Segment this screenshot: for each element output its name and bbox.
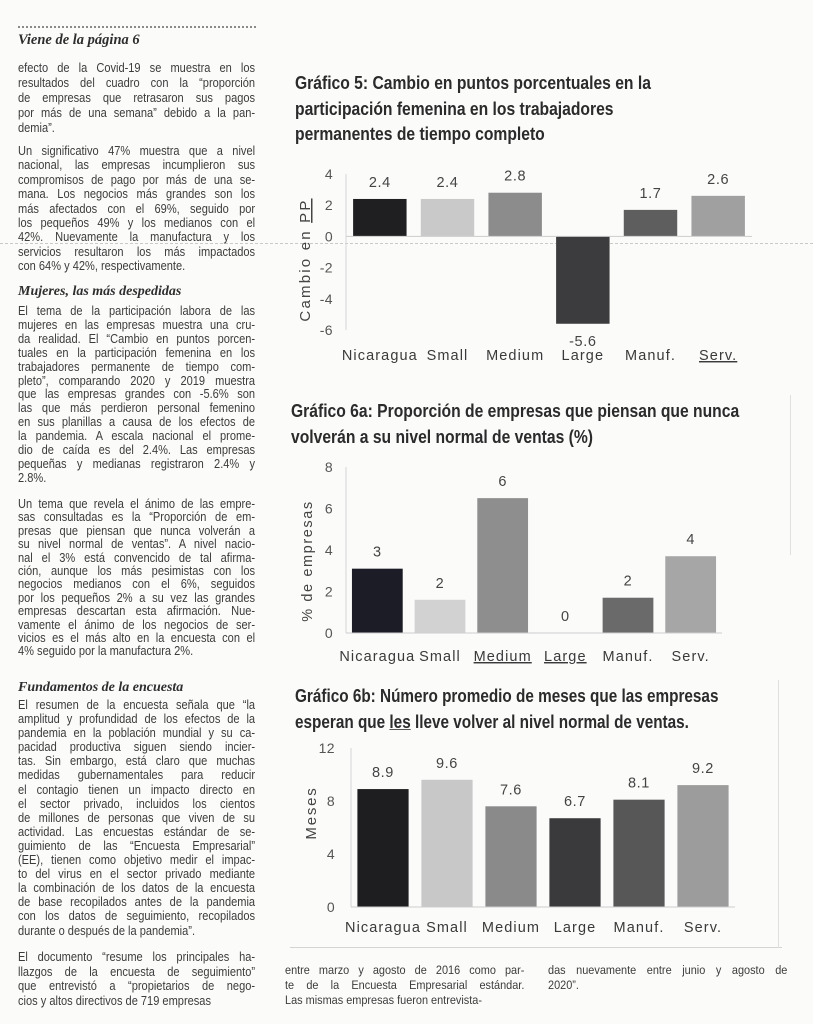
- chart-6a-bar-chart: [290, 455, 770, 670]
- text-line: El documento “resume los principales ha-: [18, 950, 256, 964]
- text-line: su nivel normal de ventas”. A nivel nacio-: [18, 537, 256, 552]
- text-line: negocios medianos con el 6%, seguidos: [18, 577, 256, 592]
- text-line: el contagio tienen un impacto directo en: [18, 782, 256, 797]
- category-label: Large: [544, 649, 587, 665]
- category-label: Small: [426, 348, 469, 364]
- text-line: da realidad. El “Cambio en puntos porcen-: [18, 331, 256, 346]
- text-line: trabajadores permanente de tiempo com-: [18, 359, 256, 374]
- data-label: 9.6: [436, 755, 458, 772]
- text-line: en sus planillas a causa de los efectos de: [18, 415, 256, 430]
- text-line: tuales en la participación femenina en los: [18, 345, 256, 360]
- section-heading: Fundamentos de la encuesta: [18, 680, 184, 695]
- text-line: de millones de personas que viven de su: [18, 810, 256, 825]
- data-label: 0: [560, 609, 570, 625]
- y-tick-label: 0: [326, 899, 335, 915]
- y-tick-label: 8: [324, 459, 333, 475]
- text-line: la pandemia. A escala nacional el prome-: [18, 429, 256, 444]
- category-label: Manuf.: [625, 348, 676, 364]
- data-label: 9.2: [692, 761, 714, 778]
- text-line: demia”.: [18, 121, 55, 135]
- text-line: efecto de la Covid-19 se muestra en los: [18, 61, 256, 75]
- text-line: con los datos de seguimiento, recopilados: [18, 909, 256, 924]
- text-line: te de la Encuesta Empresarial estándar.: [285, 978, 525, 992]
- text-line: compromisos de pago por más de una se-: [18, 172, 256, 187]
- category-label: Nicaragua: [341, 348, 418, 364]
- title-line: volverán a su nivel normal de ventas (%): [291, 426, 593, 447]
- data-label: 8.1: [628, 775, 650, 792]
- text-line: Las mismas empresas fueron entrevista-: [285, 993, 482, 1007]
- chart-bottom-rule: [290, 947, 782, 948]
- category-label: Serv.: [671, 649, 710, 665]
- text-line: ción, aunque los más pesimistas con los: [18, 564, 256, 579]
- text-line: pandemia en la población mundial y su ca-: [18, 726, 256, 741]
- text-line: nacional, las empresas incumplieron sus: [18, 158, 256, 173]
- bar: [421, 199, 474, 236]
- bar: [485, 806, 536, 907]
- bar: [677, 785, 728, 907]
- bar: [477, 498, 528, 633]
- y-tick-label: 2: [324, 197, 333, 214]
- text-line: dio de caída es del 2.4%. Las empresas: [18, 443, 256, 458]
- bar: [691, 196, 744, 237]
- text-line: 42%. Nuevamente la manufactura y los: [18, 230, 256, 245]
- text-line: por los pequeños 2% a su vez las grandes: [18, 590, 256, 605]
- bar: [665, 556, 716, 633]
- category-label: Small: [426, 920, 468, 936]
- chart-6b-bar-chart: [290, 735, 770, 940]
- y-tick-label: 0: [324, 228, 333, 245]
- text-line: las que más perdieron personal femenino: [18, 401, 256, 416]
- text-line: la combinación de los datos de la encuesta: [18, 881, 256, 896]
- bar: [352, 569, 403, 633]
- bar: [415, 600, 466, 633]
- dotted-divider: [18, 26, 256, 28]
- text-line: de empresas que retrasaron sus pagos: [18, 91, 256, 105]
- bar: [624, 210, 677, 237]
- category-label: Large: [553, 920, 597, 936]
- y-tick-label: -4: [319, 290, 333, 307]
- text-line: llazgos de la encuesta de seguimiento”: [18, 964, 256, 979]
- y-axis-label: % de empresas: [300, 500, 316, 622]
- bar: [488, 193, 541, 237]
- paragraph: [18, 61, 255, 136]
- section-heading: Mujeres, las más despedidas: [18, 284, 182, 299]
- text-line: nal el 3% está convencido de tal afirma-: [18, 550, 256, 565]
- title-line: participación femenina en los trabajadores: [295, 98, 614, 119]
- text-line: servicios resultaron los más impactados: [18, 244, 256, 259]
- paragraph: [18, 305, 255, 486]
- data-label: 6.7: [564, 794, 586, 811]
- category-label: Serv.: [683, 920, 723, 936]
- text-line: actividad. Las encuestas estándar de se-: [18, 824, 256, 839]
- paragraph: [18, 698, 255, 938]
- category-label: Nicaragua: [345, 920, 421, 936]
- text-line: mana. Los negocios más grandes son los: [18, 187, 256, 202]
- text-line: to del virus en el sector privado mediante: [18, 867, 256, 882]
- text-line: cios y altos directivos de 719 empresas: [18, 993, 211, 1008]
- text-line: pleto”, comparando 2020 y 2019 muestra: [18, 373, 256, 388]
- category-label: Serv.: [699, 348, 738, 364]
- text-line: pequeñas y medianas registraron 2.4% y: [18, 456, 256, 471]
- paragraph-continuation: [285, 963, 524, 1008]
- text-line: amplitud y profundidad de los efectos de la: [18, 712, 256, 727]
- text-line: (EE), tienen como objetivo medir el impac-: [18, 853, 256, 868]
- category-label: Medium: [486, 348, 545, 364]
- paragraph: [18, 950, 255, 1008]
- continued-from-label: Viene de la página 6: [18, 32, 140, 48]
- data-label: 2.8: [504, 168, 527, 185]
- bar: [421, 780, 472, 907]
- category-label: Nicaragua: [339, 649, 416, 665]
- data-label: 2.4: [436, 174, 459, 191]
- text-line: medidas gubernamentales para reducir: [18, 768, 256, 783]
- title-line: Gráfico 6a: Proporción de empresas que piensan que nunca: [291, 401, 740, 421]
- text-line: vamente el ánimo de los negocios de ser-: [18, 617, 256, 632]
- y-tick-label: -6: [319, 322, 333, 338]
- text-line: el sector privado, incluidos los cientos: [18, 796, 256, 811]
- text-line: guimiento de las “Encuesta Empresarial”: [18, 838, 256, 853]
- bar: [353, 199, 406, 236]
- y-tick-label: 4: [326, 846, 335, 862]
- bar: [549, 818, 600, 907]
- title-line: Gráfico 6b: Número promedio de meses que las empresas: [295, 686, 719, 706]
- chart-5-bar-chart: [290, 160, 770, 375]
- text-line: más afectados con el 69%, seguido por: [18, 201, 256, 216]
- data-label: 8.9: [372, 765, 394, 782]
- y-tick-label: 4: [324, 166, 333, 182]
- chart-6b-title: [295, 684, 718, 735]
- text-line: que las empresas grandes con -5.6% son: [18, 387, 256, 402]
- text-line: sas consultadas es la “Proporción de em-: [18, 510, 256, 525]
- text-line: los pequeños 49% y los medianos con el: [18, 216, 256, 231]
- category-label: Medium: [481, 920, 541, 936]
- data-label: 2: [435, 575, 445, 592]
- category-label: Large: [561, 348, 605, 364]
- y-tick-label: 0: [324, 625, 333, 641]
- text-line: das nuevamente entre junio y agosto de: [548, 963, 788, 977]
- y-tick-label: 4: [324, 542, 333, 558]
- text-line: vicios es el más alto en la encuesta con el: [18, 631, 256, 646]
- y-axis-label: Cambio en PP: [297, 198, 314, 322]
- text-line: mujeres en las empresas muestra una cru-: [18, 317, 256, 332]
- data-label: 1.7: [639, 185, 662, 202]
- text-line: presas que piensan que nunca volverán a: [18, 523, 256, 538]
- title-line: permanentes de tiempo completo: [295, 124, 545, 144]
- category-label: Small: [419, 649, 461, 665]
- data-label: 4: [686, 532, 696, 549]
- bar: [556, 236, 609, 323]
- title-line: esperan que les lleve volver al nivel normal de ventas.: [295, 711, 689, 732]
- data-label: 7.6: [500, 782, 522, 799]
- chart-5-title: [295, 71, 651, 148]
- paragraph: [18, 144, 255, 274]
- category-label: Manuf.: [613, 920, 665, 936]
- text-line: durante o después de la pandemia”.: [18, 923, 196, 938]
- paragraph: [18, 498, 255, 659]
- category-label: Medium: [473, 649, 532, 665]
- text-line: tas. Sin embargo, está claro que muchas: [18, 754, 256, 769]
- data-label: 2.6: [707, 171, 730, 188]
- text-line: que entrevistó a “propietarios de nego-: [18, 979, 256, 993]
- text-line: entre marzo y agosto de 2016 como par-: [285, 963, 525, 977]
- text-line: El tema de la participación labora de las: [18, 304, 256, 318]
- text-line: por más de una semana” debido a la pan-: [18, 106, 256, 120]
- bar: [613, 800, 664, 907]
- paragraph-continuation: [548, 963, 787, 993]
- text-line: Un tema que revela el ánimo de las empre-: [18, 497, 256, 511]
- data-label: 2: [623, 573, 633, 590]
- scan-bleed-line: [790, 395, 791, 555]
- y-tick-label: 6: [324, 500, 333, 517]
- title-line: Gráfico 5: Cambio en puntos porcentuales en la: [295, 73, 651, 93]
- y-tick-label: 12: [318, 740, 335, 756]
- category-label: Manuf.: [602, 649, 654, 665]
- bar: [357, 789, 408, 907]
- text-line: de base recopilados antes de la pandemia: [18, 895, 256, 910]
- text-line: 2.8%.: [18, 470, 47, 485]
- text-line: Un significativo 47% muestra que a nivel: [18, 144, 256, 158]
- text-line: empresas descartan esta afirmación. Nue-: [18, 604, 256, 619]
- y-tick-label: -2: [319, 259, 333, 276]
- data-label: -5.6: [569, 333, 597, 350]
- data-label: 3: [372, 544, 382, 561]
- bar: [603, 598, 654, 633]
- text-line: resultados del cuadro con la “proporción: [18, 76, 256, 90]
- scan-bleed-line: [778, 680, 779, 948]
- text-line: con 64% y 42%, respectivamente.: [18, 259, 186, 274]
- text-line: El resumen de la encuesta señala que “la: [18, 698, 256, 712]
- data-label: 6: [498, 474, 508, 491]
- y-axis-label: Meses: [303, 786, 320, 840]
- chart-6a-title: [291, 399, 739, 450]
- data-label: 2.4: [368, 174, 391, 191]
- text-line: 2020”.: [548, 978, 579, 992]
- y-tick-label: 8: [326, 793, 335, 809]
- text-line: 4% seguido por la manufactura 2%.: [18, 644, 194, 659]
- text-line: pacidad productiva siguen siendo incier-: [18, 740, 256, 755]
- y-tick-label: 2: [324, 583, 333, 600]
